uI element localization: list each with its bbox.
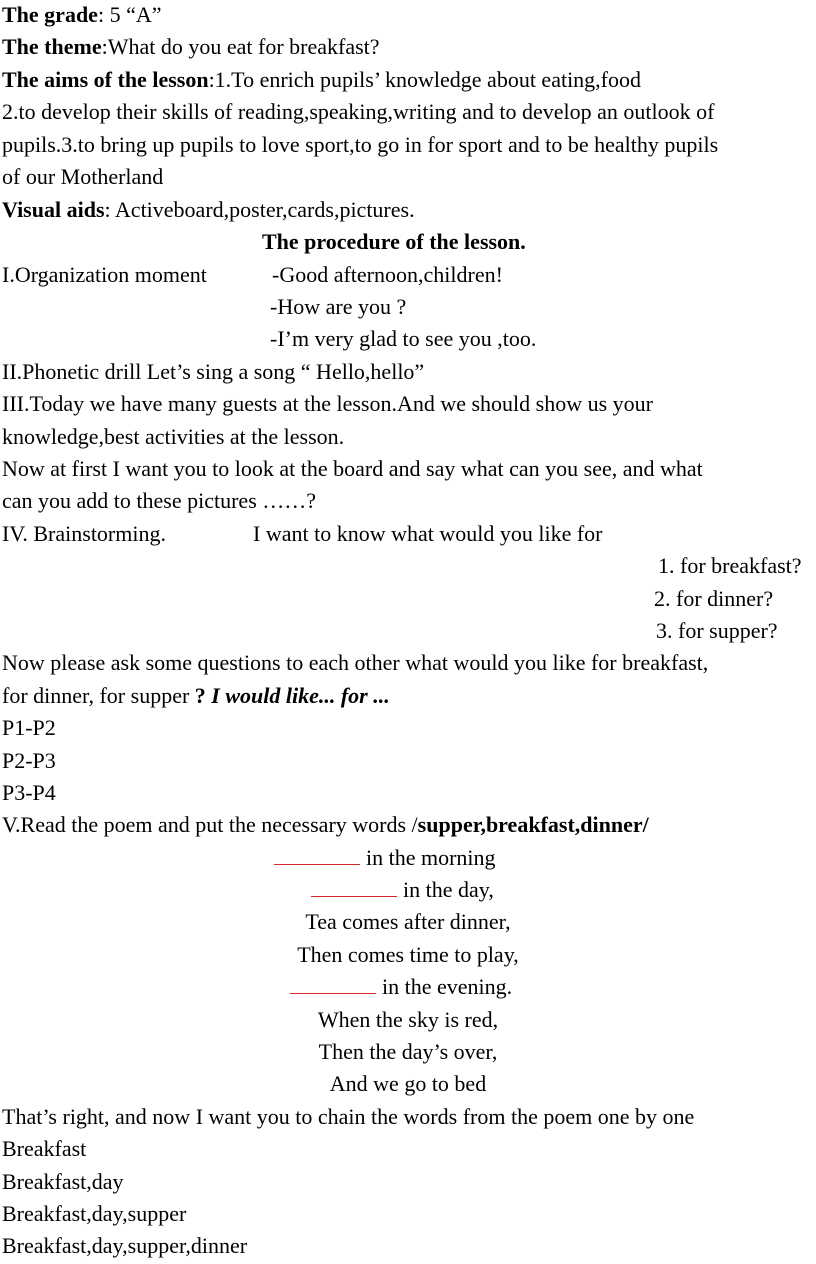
aims-line-4: of our Motherland xyxy=(2,164,164,189)
poem-blank-3 xyxy=(290,977,376,994)
pair-2: P2-P3 xyxy=(2,748,56,773)
theme-label: The theme xyxy=(2,34,102,59)
chain-intro: That’s right, and now I want you to chain the words from the poem one by one xyxy=(2,1104,695,1129)
aims-line-2: 2.to develop their skills of reading,speaking,writing and to develop an outlook of xyxy=(2,99,715,124)
grade-line xyxy=(2,2,161,28)
visual-aids-line xyxy=(2,197,415,223)
procedure-title: The procedure of the lesson. xyxy=(262,229,526,254)
poem-instruction xyxy=(2,812,649,838)
board-line-1: Now at first I want you to look at the board and say what can you see, and what xyxy=(2,456,703,481)
visual-aids-label: Visual aids xyxy=(2,197,105,222)
poem-blank-1 xyxy=(274,848,360,865)
board-line-2: can you add to these pictures ……? xyxy=(2,488,317,513)
ask-line-2-text: for dinner, for supper xyxy=(2,683,190,708)
poem-line-1: in the morning xyxy=(274,845,496,871)
guests-line-1: III.Today we have many guests at the lesson.And we should show us your xyxy=(2,391,654,416)
poem-line-4: Then comes time to play, xyxy=(297,942,519,967)
chain-item-2: Breakfast,day xyxy=(2,1169,124,1194)
aims-label: The aims of the lesson xyxy=(2,67,209,92)
poem-instruction-text: V.Read the poem and put the necessary words / xyxy=(2,812,418,837)
ask-line-2-question-mark: ? xyxy=(189,683,206,708)
aims-text-1: :1.To enrich pupils’ knowledge about eating,food xyxy=(208,67,642,92)
ask-line-2 xyxy=(2,683,390,709)
brainstorming-label: IV. Brainstorming. xyxy=(2,521,166,546)
ask-line-2-pattern: I would like... for ... xyxy=(205,683,390,708)
brainstorm-item-1: 1. for breakfast? xyxy=(658,553,802,578)
theme-line xyxy=(2,34,380,60)
grade-label: The grade xyxy=(2,2,98,27)
chain-item-4: Breakfast,day,supper,dinner xyxy=(2,1233,248,1258)
organization-label: I.Organization moment xyxy=(2,262,207,287)
brainstorming-text: I want to know what would you like for xyxy=(253,521,603,546)
brainstorm-item-2: 2. for dinner? xyxy=(654,586,774,611)
aims-line-1 xyxy=(2,67,641,93)
poem-line-5: in the evening. xyxy=(290,974,512,1000)
greeting-line-3: -I’m very glad to see you ,too. xyxy=(270,326,537,351)
poem-line-8: And we go to bed xyxy=(329,1071,487,1096)
pair-1: P1-P2 xyxy=(2,715,56,740)
guests-line-2: knowledge,best activities at the lesson. xyxy=(2,424,345,449)
poem-line-6: When the sky is red, xyxy=(317,1007,499,1032)
poem-instruction-words: supper,breakfast,dinner/ xyxy=(417,812,649,837)
aims-line-3: pupils.3.to bring up pupils to love sport,to go in for sport and to be healthy pupils xyxy=(2,132,719,157)
poem-line-7: Then the day’s over, xyxy=(318,1039,498,1064)
grade-value: : 5 “A” xyxy=(97,2,162,27)
greeting-line-1: -Good afternoon,children! xyxy=(272,262,503,287)
visual-aids-value: : Activeboard,poster,cards,pictures. xyxy=(104,197,415,222)
theme-value: :What do you eat for breakfast? xyxy=(101,34,380,59)
poem-blank-2 xyxy=(311,880,397,897)
greeting-line-2: -How are you ? xyxy=(270,294,407,319)
chain-item-3: Breakfast,day,supper xyxy=(2,1201,187,1226)
chain-item-1: Breakfast xyxy=(2,1136,87,1161)
pair-3: P3-P4 xyxy=(2,780,56,805)
poem-line-3: Tea comes after dinner, xyxy=(305,909,511,934)
ask-line-1: Now please ask some questions to each other what would you like for breakfast, xyxy=(2,650,709,675)
poem-line-2: in the day, xyxy=(311,877,494,903)
phonetic-drill-line: II.Phonetic drill Let’s sing a song “ Hello,hello” xyxy=(2,359,425,384)
brainstorm-item-3: 3. for supper? xyxy=(656,618,778,643)
